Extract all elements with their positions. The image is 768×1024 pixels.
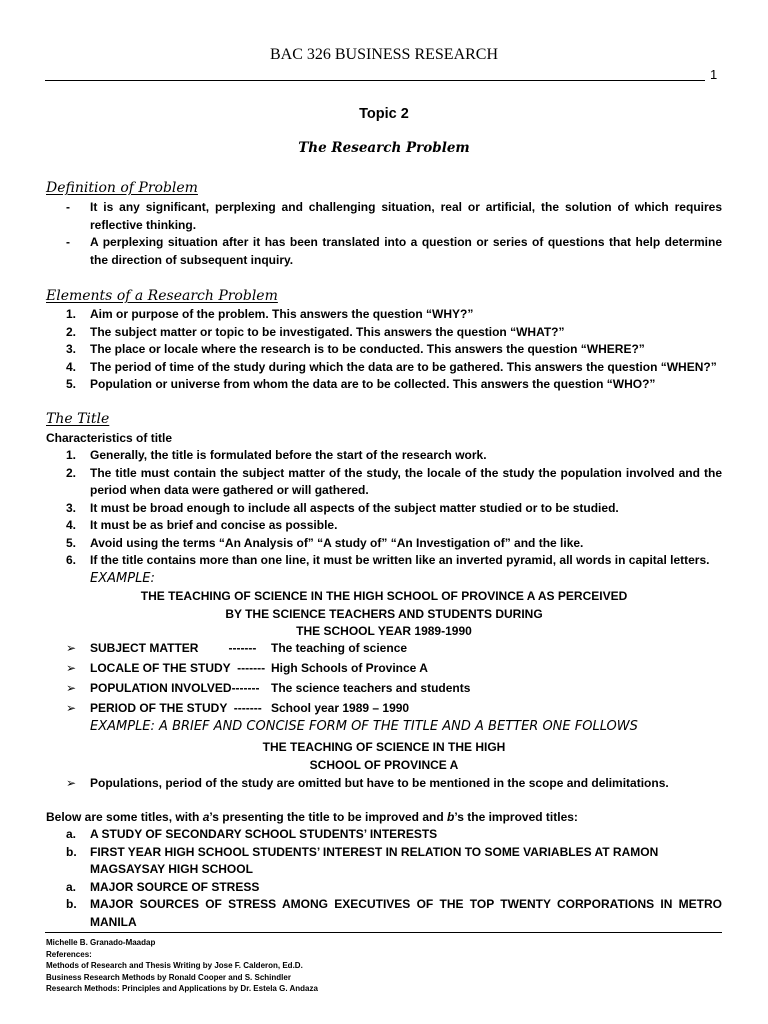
example-title-line: THE TEACHING OF SCIENCE IN THE HIGH SCHOOL OF PROVINCE A AS PERCEIVED: [140, 589, 628, 603]
example-title-line: BY THE SCIENCE TEACHERS AND STUDENTS DURING: [225, 606, 543, 621]
arrow-bullet-icon: ➢: [66, 681, 77, 695]
elements-heading: Elements of a Research Problem: [46, 288, 278, 304]
list-item: 5. Population or universe from whom the data are to be collected. This answers the question “WHO?”: [66, 377, 656, 391]
footer-author: Michelle B. Granado-Maadap: [46, 938, 156, 947]
definition-list: [66, 199, 722, 269]
title-characteristics-list: [66, 447, 722, 570]
list-item: 4. The period of time of the study during which the data are to be gathered. This answers the question “WHEN?”: [66, 359, 717, 374]
footer-reference: Research Methods: Principles and Applications by Dr. Estela G. Andaza: [46, 984, 318, 993]
arrow-bullet-icon: ➢: [66, 701, 77, 715]
course-header: BAC 326 BUSINESS RESEARCH: [269, 46, 499, 63]
arrow-bullet-icon: ➢: [66, 776, 77, 790]
list-item: 2. The subject matter or topic to be investigated. This answers the question “WHAT?”: [66, 324, 565, 339]
list-item: 2. The title must contain the subject matter of the study, the locale of the study the population involved and the period when data were gathered or will gathered.: [66, 465, 722, 497]
list-item: a. MAJOR SOURCE OF STRESS: [66, 879, 260, 894]
example-title-line: THE TEACHING OF SCIENCE IN THE HIGH: [262, 740, 506, 754]
footer-reference: Business Research Methods by Ronald Cooper and S. Schindler: [46, 972, 291, 982]
topic-title: Topic 2: [359, 106, 409, 122]
footer: [46, 937, 318, 995]
example2-label: EXAMPLE: A BRIEF AND CONCISE FORM OF THE TITLE AND A BETTER ONE FOLLOWS: [90, 719, 638, 734]
header-divider: [45, 80, 705, 81]
page-number: 1: [710, 67, 718, 82]
list-item: - A perplexing situation after it has been translated into a question or series of questions that help determine the direction of subsequent inquiry.: [66, 235, 722, 267]
list-item: b. FIRST YEAR HIGH SCHOOL STUDENTS’ INTEREST IN RELATION TO SOME VARIABLES AT RAMON MAGSAYSAY HIGH SCHOOL: [66, 844, 659, 876]
arrow-bullet-icon: ➢: [66, 661, 77, 675]
characteristics-label: Characteristics of title: [46, 431, 173, 445]
improved-titles-list: [66, 826, 722, 931]
example-title-line: SCHOOL OF PROVINCE A: [309, 757, 459, 772]
list-item: a. A STUDY OF SECONDARY SCHOOL STUDENTS’ INTERESTS: [66, 827, 438, 841]
example-title: [0, 588, 768, 641]
list-item: 1. Aim or purpose of the problem. This answers the question “WHY?”: [66, 307, 474, 321]
elements-list: [66, 306, 722, 394]
page-title: The Research Problem: [298, 140, 470, 156]
arrow-bullet-icon: ➢: [66, 641, 77, 655]
list-item: 1. Generally, the title is formulated before the start of the research work.: [66, 448, 487, 462]
list-item: 6. If the title contains more than one line, it must be written like an inverted pyramid, all words in capital letters.: [66, 553, 710, 567]
footer-divider: [45, 932, 722, 933]
list-item: b. MAJOR SOURCES OF STRESS AMONG EXECUTIVES OF THE TOP TWENTY CORPORATIONS IN METRO MANILA: [66, 897, 722, 929]
list-item: 4. It must be as brief and concise as possible.: [66, 518, 338, 532]
list-item: 3. The place or locale where the research is to be conducted. This answers the question “WHERE?”: [66, 342, 645, 356]
definition-heading: Definition of Problem: [46, 180, 198, 196]
title-heading: The Title: [46, 411, 110, 427]
example2-title: [0, 739, 768, 774]
improved-titles-intro: Below are some titles, with a’s presenting the title to be improved and b’s the improved titles:: [46, 810, 578, 824]
example-title-line: THE SCHOOL YEAR 1989-1990: [296, 624, 472, 638]
footer-references-label: References:: [46, 949, 92, 959]
document-page: BAC 326 BUSINESS RESEARCH 1 Topic 2 The Research Problem Definition of Problem - It is any significant, perplexing and challenging situation, real or artificial, the solution of which requires reflective thinking. - A perplexing situation after it has been translated into a question or series of questions that help determine the direction of subsequent inquiry. Elements of a Research Problem 1. Aim or purpose of the problem. This answers the question “WHY?” 2. The subject matter or topic to be investigated. This answers the question “WHAT?” 3. The place or locale where the research is to be conducted. This answers the question “WHERE?” 4. The period of time of the study during which the data are to be gathered. This answers the question “WHEN?” 5. Population or universe from whom the data are to be collected. This answers the question “WHO?” The Title Characteristics of title 1. Generally, the title is formulated before the start of the research work. 2. The title must contain the subject matter of the study, the locale of the study the population involved and the period when data were gathered or will gathered. 3. It must be broad enough to include all aspects of the subject matter studied or to be studied. 4. It must be as brief and concise as possible. 5. Avoid using the terms “An Analysis of” “A study of” “An Investigation of” and the like. 6. If the title contains more than one line, it must be written like an inverted pyramid, all words in capital letters. EXAMPLE: THE TEACHING OF SCIENCE IN THE HIGH SCHOOL OF PROVINCE A AS PERCEIVED BY THE SCIENCE TEACHERS AND STUDENTS DURING THE SCHOOL YEAR 1989-1990 ➢ SUBJECT MATTER ------- The teaching of science ➢ LOCALE OF THE STUDY ------- High Schools of Province A ➢ POPULATION INVOLVED------- The science teachers and students ➢ PERIOD OF THE STUDY ------- School year 1989 – 1990 EXAMPLE: A BRIEF AND CONCISE FORM OF THE TITLE AND A BETTER ONE FOLLOWS THE TEACHING OF SCIENCE IN THE HIGH SCHOOL OF PROVINCE A ➢ Populations, period of the study are omitted but have to be mentioned in the scope and delimitations. Below are some titles, with a’s presenting the title to be improved and b’s the improved titles: a. A STUDY OF SECONDARY SCHOOL STUDENTS’ INTERESTS b. FIRST YEAR HIGH SCHOOL STUDENTS’ INTEREST IN RELATION TO SOME VARIABLES AT RAMON MAGSAYSAY HIGH SCHOOL a. MAJOR SOURCE OF STRESS b. MAJOR SOURCES OF STRESS AMONG EXECUTIVES OF THE TOP TWENTY CORPORATIONS IN METRO MANILA Michelle B. Granado-Maadap References: Methods of Research and Thesis Writing by Jose F. Calderon, Ed.D. Business Research Methods by Ronald Cooper and S. Schindler Research Methods: Principles and Applications by Dr. Estela G. Andaza: [0, 0, 768, 1024]
list-item: 3. It must be broad enough to include all aspects of the subject matter studied or to be studied.: [66, 500, 619, 515]
list-item: 5. Avoid using the terms “An Analysis of” “A study of” “An Investigation of” and the like.: [66, 535, 584, 550]
footer-reference: Methods of Research and Thesis Writing by Jose F. Calderon, Ed.D.: [46, 961, 303, 970]
list-item: - It is any significant, perplexing and challenging situation, real or artificial, the solution of which requires reflective thinking.: [66, 200, 722, 232]
example-label: EXAMPLE:: [90, 571, 155, 586]
